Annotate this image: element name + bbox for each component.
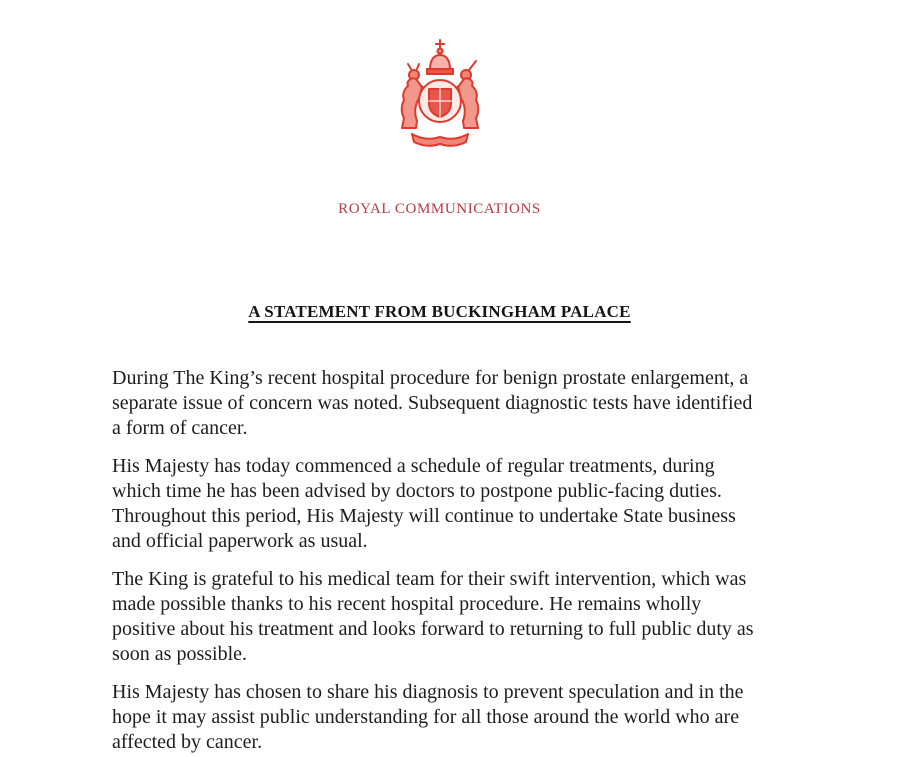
royal-coat-of-arms-icon: [389, 38, 491, 150]
text-line: positive about his treatment and looks forward to returning to full public duty as: [112, 618, 754, 640]
statement-title: A STATEMENT FROM BUCKINGHAM PALACE: [248, 302, 631, 321]
text-line: affected by cancer.: [112, 731, 263, 753]
paragraph-3: [112, 567, 767, 667]
text-line: which time he has been advised by doctors to postpone public-facing duties.: [112, 480, 722, 502]
paragraph-2: [112, 454, 767, 554]
statement-body: [112, 366, 767, 755]
text-line: soon as possible.: [112, 643, 247, 665]
document-content: [112, 38, 767, 755]
paragraph-1: [112, 366, 767, 441]
text-line: made possible thanks to his recent hospital procedure. He remains wholly: [112, 593, 702, 615]
text-line: hope it may assist public understanding for all those around the world who are: [112, 706, 740, 728]
text-line: His Majesty has today commenced a schedule of regular treatments, during: [112, 455, 715, 477]
text-line: During The King’s recent hospital procedure for benign prostate enlargement, a: [112, 367, 749, 389]
text-line: and official paperwork as usual.: [112, 530, 368, 552]
text-line: Throughout this period, His Majesty will continue to undertake State business: [112, 505, 736, 527]
royal-communications-masthead: ROYAL COMMUNICATIONS: [338, 201, 541, 217]
text-line: separate issue of concern was noted. Subsequent diagnostic tests have identified: [112, 392, 753, 414]
paragraph-4: [112, 680, 767, 755]
text-line: His Majesty has chosen to share his diagnosis to prevent speculation and in the: [112, 681, 744, 703]
text-line: The King is grateful to his medical team for their swift intervention, which was: [112, 568, 747, 590]
text-line: a form of cancer.: [112, 417, 248, 439]
